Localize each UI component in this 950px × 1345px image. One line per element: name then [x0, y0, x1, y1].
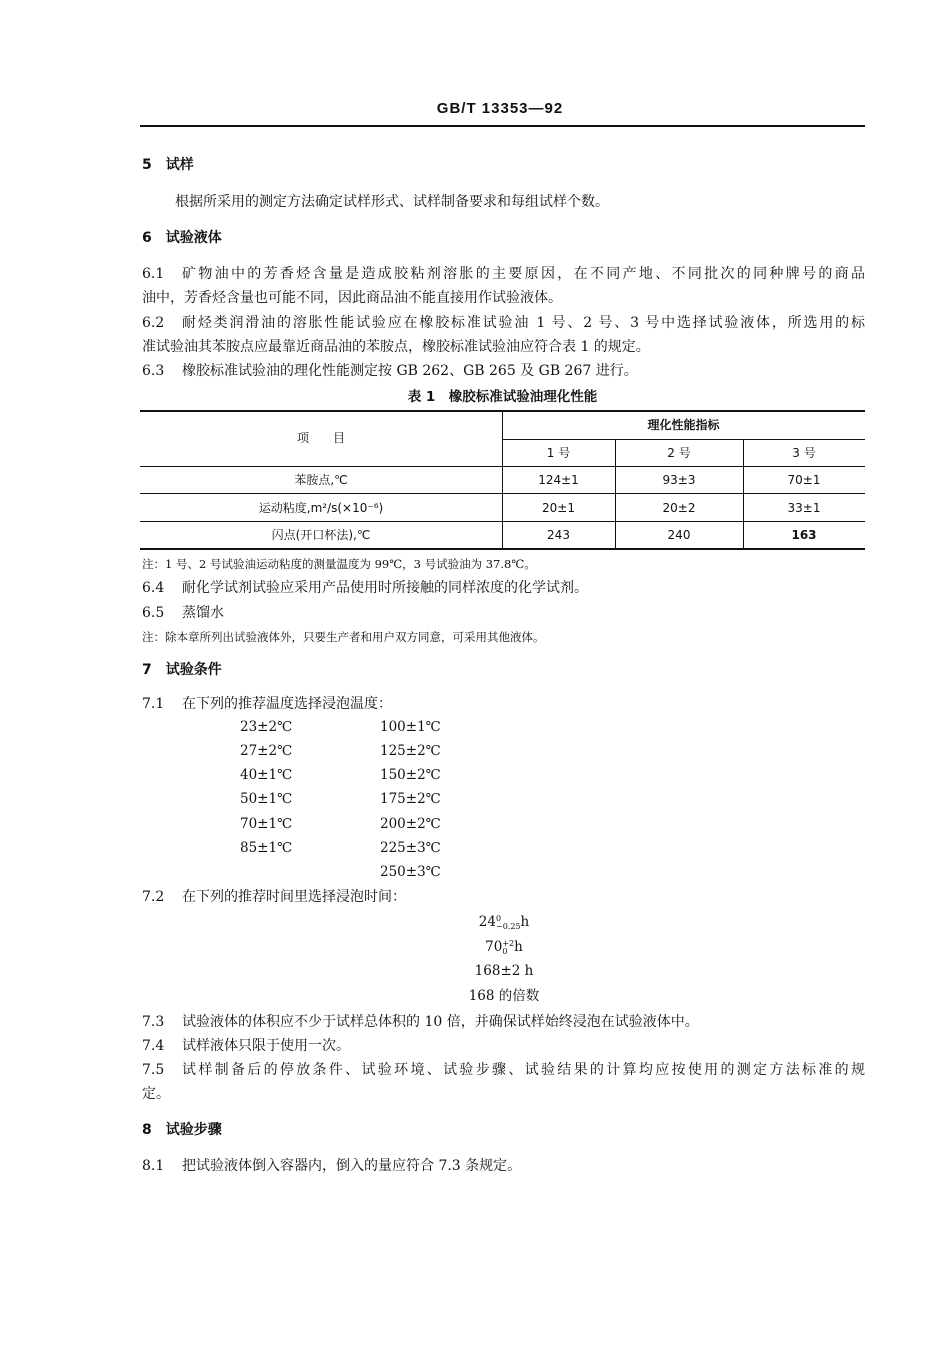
paragraph: 矿物油中的芳香烃含量是造成胶粘剂溶胀的主要原因，在不同产地、不同批次的同种牌号的商品 [182, 266, 865, 282]
table-cell: 163 [791, 528, 817, 542]
tolerance-upper: 0 [495, 913, 502, 923]
table-cell: 93±3 [662, 473, 696, 487]
clause-number: 7.2 [142, 889, 165, 905]
table-cell: 124±1 [538, 473, 579, 487]
section-number: 5 [142, 157, 152, 173]
table-cell: 240 [667, 528, 691, 542]
table-caption: 表 1 橡胶标准试验油理化性能 [407, 389, 598, 405]
section-number: 6 [142, 230, 152, 246]
temperature-item: 175±2℃ [380, 791, 441, 807]
temperature-item: 27±2℃ [240, 743, 293, 759]
section-title: 试样 [165, 157, 194, 173]
time-unit: h [520, 914, 530, 930]
paragraph: 橡胶标准试验油的理化性能测定按 GB 262、GB 265 及 GB 267 进行。 [182, 363, 638, 379]
table-1 [140, 410, 865, 550]
clause-number: 6.3 [142, 363, 165, 379]
paragraph: 在下列的推荐温度选择浸泡温度： [182, 696, 392, 712]
section-title: 试验步骤 [165, 1122, 222, 1138]
temperature-item: 100±1℃ [380, 719, 441, 735]
temperature-item: 225±3℃ [380, 840, 441, 856]
table-row-label: 苯胺点,℃ [294, 473, 348, 487]
temperature-item: 125±2℃ [380, 743, 441, 759]
paragraph: 在下列的推荐时间里选择浸泡时间： [182, 889, 406, 905]
table-cell: 20±2 [662, 501, 696, 515]
clause-number: 6.1 [142, 266, 165, 282]
temperature-item: 85±1℃ [240, 840, 293, 856]
table-header-col: 1 号 [546, 446, 571, 460]
clause-number: 6.2 [142, 315, 165, 331]
section-6-heading [142, 228, 222, 248]
time-value: 24 [478, 914, 496, 930]
header-rule [140, 125, 865, 127]
temperature-item: 150±2℃ [380, 767, 441, 783]
tolerance-lower: −0.25 [495, 921, 521, 931]
temperature-item: 40±1℃ [240, 767, 293, 783]
paragraph: 耐化学试剂试验应采用产品使用时所接触的同样浓度的化学试剂。 [182, 580, 588, 596]
tolerance-upper: +2 [502, 938, 515, 948]
clause-number: 7.1 [142, 696, 165, 712]
table-note: 注：1 号、2 号试验油运动粘度的测量温度为 99℃，3 号试验油为 37.8℃。 [142, 557, 536, 571]
paragraph: 定。 [142, 1086, 170, 1102]
paragraph: 试验液体的体积应不少于试样总体积的 10 倍，并确保试样始终浸泡在试验液体中。 [182, 1014, 699, 1030]
clause-number: 7.4 [142, 1038, 165, 1054]
paragraph: 油中，芳香烃含量也可能不同，因此商品油不能直接用作试验液体。 [142, 290, 562, 306]
paragraph: 把试验液体倒入容器内，倒入的量应符合 7.3 条规定。 [182, 1158, 522, 1174]
temperature-item: 50±1℃ [240, 791, 293, 807]
section-5-heading [142, 155, 194, 175]
section-number: 8 [142, 1122, 152, 1138]
table-cell: 243 [547, 528, 570, 542]
time-item: 168±2 h [474, 963, 534, 979]
clause-number: 6.4 [142, 580, 165, 596]
paragraph: 试样制备后的停放条件、试验环境、试验步骤、试验结果的计算均应按使用的测定方法标准的规 [182, 1062, 865, 1078]
time-unit: h [514, 939, 523, 955]
time-value: 70 [485, 939, 503, 955]
section-8-heading [142, 1120, 222, 1140]
section-title: 试验液体 [165, 230, 222, 246]
paragraph: 准试验油其苯胺点应最靠近商品油的苯胺点，橡胶标准试验油应符合表 1 的规定。 [142, 339, 650, 355]
section-title: 试验条件 [165, 662, 222, 678]
temperature-item: 70±1℃ [240, 816, 293, 832]
table-header-col: 2 号 [667, 446, 691, 460]
temperature-item: 200±2℃ [380, 816, 441, 832]
table-header-col: 3 号 [792, 446, 816, 460]
table-header-group: 理化性能指标 [647, 418, 720, 432]
temperature-item: 23±2℃ [240, 719, 293, 735]
paragraph: 耐烃类润滑油的溶胀性能试验应在橡胶标准试验油 1 号、2 号、3 号中选择试验液体，所选用的标 [182, 315, 865, 331]
section-number: 7 [142, 662, 152, 678]
table-header-item: 项 目 [296, 431, 345, 445]
paragraph: 蒸馏水 [182, 605, 224, 621]
note: 注：除本章所列出试验液体外，只要生产者和用户双方同意，可采用其他液体。 [142, 630, 545, 644]
paragraph: 试样液体只限于使用一次。 [182, 1038, 350, 1054]
clause-number: 7.5 [142, 1062, 165, 1078]
page-header: GB/T 13353—92 [436, 100, 564, 117]
table-row-label: 闪点(开口杯法),℃ [271, 528, 371, 542]
time-item [404, 912, 604, 932]
table-cell: 70±1 [787, 473, 821, 487]
temperature-item: 250±3℃ [380, 864, 441, 880]
tolerance-lower: 0 [502, 946, 508, 956]
clause-number: 8.1 [142, 1158, 165, 1174]
table-cell: 33±1 [787, 501, 821, 515]
table-cell: 20±1 [542, 501, 575, 515]
time-item: 168 的倍数 [468, 988, 540, 1004]
section-7-heading [142, 660, 222, 680]
time-item [404, 937, 604, 957]
clause-number: 7.3 [142, 1014, 165, 1030]
paragraph: 根据所采用的测定方法确定试样形式、试样制备要求和每组试样个数。 [175, 194, 609, 210]
clause-number: 6.5 [142, 605, 165, 621]
table-row-label: 运动粘度,m²/s(×10⁻⁶) [258, 501, 384, 515]
